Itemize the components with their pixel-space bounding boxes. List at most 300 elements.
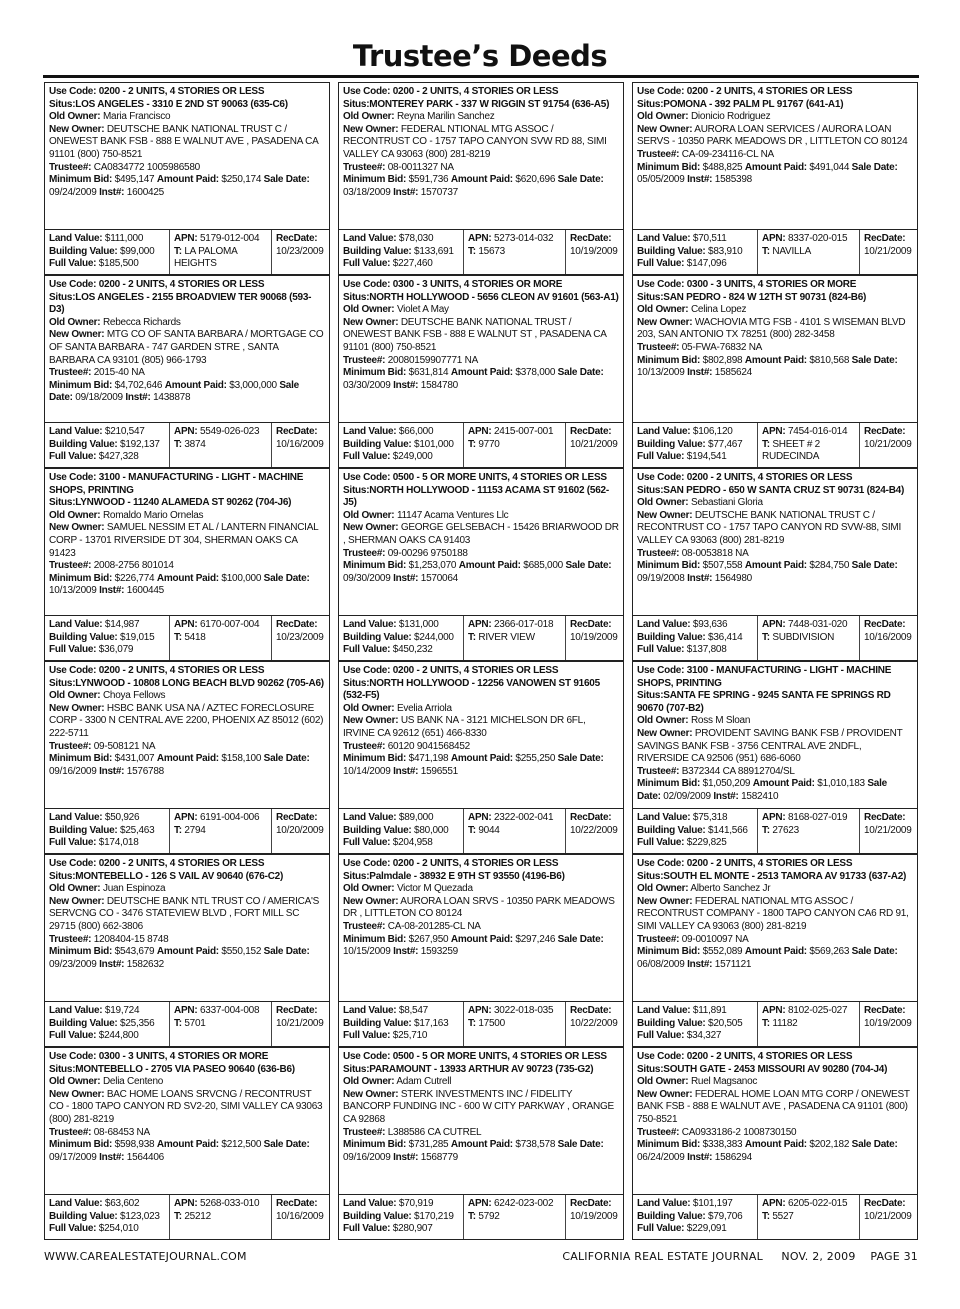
apn: APN: 8168-027-019 [762,812,848,823]
new-owner: New Owner: FEDERAL HOME LOAN MTG CORP / ONEWEST BANK FSB - 888 E WALNUT AVE , PASADENA CA 91101 (800) 750-8521 [637,1088,910,1125]
old-owner: Old Owner: Juan Espinoza [49,883,166,895]
apn: APN: 2366-017-018 [468,619,554,630]
new-owner: New Owner: DEUTSCHE BANK NATIONAL TRUST C / RECONTRUST CO - 1757 TAPO CANYON RD SVW-88, SIMI VALLEY CA 93063 (800) 281-8219 [637,509,901,546]
new-owner: New Owner: AURORA LOAN SERVICES / AURORA LOAN SERVS - 10350 PARK MEADOWS DR , LITTLETON CO 80124 [637,123,908,148]
rec-date: 10/21/2009 [864,824,912,836]
deed-details [338,1047,624,1195]
trustee-number: Trustee#: 2008-2756 801014 [49,560,174,572]
land-value: Land Value: $75,318 [637,812,728,823]
apn-cell [169,1195,271,1239]
rec-date-cell [859,809,917,853]
building-value: Building Value: $79,706 [637,1210,743,1222]
situs: Situs:LOS ANGELES - 2155 BROADVIEW TER 90068 (593-D3) [49,291,312,316]
situs: Situs:SOUTH GATE - 2453 MISSOURI AV 90280 (704-J4) [637,1063,888,1075]
situs: Situs:SANTA FE SPRING - 9245 SANTA FE SPRINGS RD 90670 (707-B2) [637,690,891,714]
apn: APN: 6205-022-015 [762,1198,848,1209]
new-owner: New Owner: PROVIDENT SAVING BANK FSB / PROVIDENT SAVINGS BANK FSB - 3756 CENTRAL AVE 2NDFL, RIVERSIDE CA 92506 (951) 686-6060 [637,727,903,765]
rec-date-cell [565,230,623,274]
tract: T: 5792 [468,1210,500,1222]
apn-cell [757,616,859,660]
rec-date: 10/21/2009 [864,438,912,450]
tract: T: 5701 [174,1017,206,1029]
rec-date-label: RecDate: [570,1005,612,1016]
values-cell [633,230,757,274]
rec-date: 10/21/2009 [276,1017,324,1029]
apn-cell [169,809,271,853]
full-value: Full Value: $137,808 [637,644,727,656]
situs: Situs:NORTH HOLLYWOOD - 12256 VANOWEN ST 91605 (532-F5) [343,677,600,702]
rec-date-label: RecDate: [570,1198,612,1209]
deed-values [632,809,918,854]
tract: T: 9770 [468,438,500,450]
rec-date: 10/19/2009 [570,631,618,643]
old-owner: Old Owner: Adam Cutrell [343,1076,452,1088]
sale-info: Minimum Bid: $543,679 Amount Paid: $550,152 Sale Date: 09/23/2009 Inst#: 1582632 [49,946,310,970]
apn-cell [169,423,271,467]
use-code: Use Code: 0200 - 2 UNITS, 4 STORIES OR LESS [637,472,853,483]
apn-cell [169,1002,271,1046]
deed-values [338,230,624,275]
land-value: Land Value: $50,926 [49,812,140,823]
rec-date: 10/20/2009 [276,824,324,836]
new-owner: New Owner: DEUTSCHE BANK NTL TRUST CO / AMERICA'S SERVCNG CO - 3476 STATEVIEW BLVD , FORT MILL SC 29715 (800) 662-3806 [49,895,320,932]
trustee-number: Trustee#: 09-0010097 NA [637,933,749,945]
tract: T: 3874 [174,438,206,450]
trustee-number: Trustee#: 05-FWA-76832 NA [637,341,763,353]
trustee-number: Trustee#: B372344 CA 88912704/SL [637,765,795,777]
deed-record [338,661,624,854]
old-owner: Old Owner: Celina Lopez [637,304,747,316]
column-2 [338,82,624,1240]
deed-record [632,468,918,661]
deed-values [44,616,330,661]
land-value: Land Value: $70,511 [637,233,727,244]
use-code: Use Code: 0200 - 2 UNITS, 4 STORIES OR LESS [637,86,853,97]
building-value: Building Value: $101,000 [343,438,454,450]
sale-info: Minimum Bid: $1,253,070 Amount Paid: $685,000 Sale Date: 09/30/2009 Inst#: 1570064 [343,560,612,584]
old-owner: Old Owner: Choya Fellows [49,690,166,702]
trustee-number: Trustee#: CA0933186-2 1008730150 [637,1126,797,1138]
deed-record [44,661,330,854]
footer-publication: CALIFORNIA REAL ESTATE JOURNAL NOV. 2, 2009 PAGE 31 [562,1250,918,1263]
deed-details [632,468,918,616]
apn: APN: 3022-018-035 [468,1005,554,1016]
sale-info: Minimum Bid: $4,702,646 Amount Paid: $3,000,000 Sale Date: 09/18/2009 Inst#: 1438878 [49,379,299,404]
apn-cell [169,616,271,660]
use-code: Use Code: 0200 - 2 UNITS, 4 STORIES OR LESS [49,86,265,97]
apn: APN: 6337-004-008 [174,1005,260,1016]
values-cell [45,423,169,467]
trustee-number: Trustee#: CA-09-234116-CL NA [637,148,774,160]
deed-record [338,82,624,275]
column-1 [44,82,330,1240]
trustee-number: Trustee#: 60120 9041568452 [343,740,470,752]
values-cell [339,616,463,660]
use-code: Use Code: 0200 - 2 UNITS, 4 STORIES OR LESS [49,665,265,676]
new-owner: New Owner: US BANK NA - 3121 MICHELSON DR 6FL, IRVINE CA 92612 (651) 466-8330 [343,715,586,739]
land-value: Land Value: $131,000 [343,619,439,630]
apn: APN: 8337-020-015 [762,233,848,244]
rec-date: 10/21/2009 [864,245,912,257]
new-owner: New Owner: FEDERAL NTIONAL MTG ASSOC / RECONTRUST CO - 1757 TAPO CANYON SVW RD 88, SIMI VALLEY CA 93063 (800) 281-8219 [343,123,607,160]
land-value: Land Value: $210,547 [49,426,145,437]
values-cell [339,809,463,853]
rec-date-cell [565,423,623,467]
building-value: Building Value: $25,463 [49,824,155,836]
deed-values [338,616,624,661]
use-code: Use Code: 0200 - 2 UNITS, 4 STORIES OR LESS [637,1051,853,1062]
old-owner: Old Owner: Sebastiani Gloria [637,497,763,509]
deed-details [632,1047,918,1195]
sale-info: Minimum Bid: $507,558 Amount Paid: $284,750 Sale Date: 09/19/2008 Inst#: 1564980 [637,560,898,584]
apn: APN: 6191-004-006 [174,812,260,823]
tract: T: 17500 [468,1017,505,1029]
rec-date-label: RecDate: [864,426,906,437]
deed-details [338,661,624,809]
use-code: Use Code: 0300 - 3 UNITS, 4 STORIES OR MORE [637,279,857,290]
situs: Situs:SAN PEDRO - 650 W SANTA CRUZ ST 90731 (824-B4) [637,484,905,496]
deed-record [338,275,624,468]
apn-cell [463,809,565,853]
full-value: Full Value: $229,091 [637,1223,727,1235]
land-value: Land Value: $89,000 [343,812,434,823]
deed-values [44,1195,330,1240]
old-owner: Old Owner: Evelia Arriola [343,702,452,714]
building-value: Building Value: $141,566 [637,824,748,836]
sale-info: Minimum Bid: $431,007 Amount Paid: $158,100 Sale Date: 09/16/2009 Inst#: 1576788 [49,753,310,777]
apn: APN: 6170-007-004 [174,619,260,630]
apn-cell [757,809,859,853]
rec-date-label: RecDate: [570,233,612,244]
use-code: Use Code: 3100 - MANUFACTURING - LIGHT - MACHINE SHOPS, PRINTING [49,472,304,496]
sale-info: Minimum Bid: $552,089 Amount Paid: $569,263 Sale Date: 06/08/2009 Inst#: 1571121 [637,946,898,970]
situs: Situs:Palmdale - 38932 E 9TH ST 93550 (4196-B6) [343,870,565,882]
building-value: Building Value: $133,691 [343,245,454,257]
tract: T: 2794 [174,824,206,836]
land-value: Land Value: $14,987 [49,619,140,630]
sale-info: Minimum Bid: $731,285 Amount Paid: $738,578 Sale Date: 09/16/2009 Inst#: 1568779 [343,1139,604,1163]
new-owner: New Owner: DEUTSCHE BANK NATIONAL TRUST / ONEWEST BANK FSB - 888 E WALNUT ST , PASADENA CA 91101 (800) 750-8521 [343,316,607,353]
rec-date-cell [859,423,917,467]
rec-date: 10/16/2009 [276,1210,324,1222]
rec-date-cell [859,616,917,660]
apn-cell [757,423,859,467]
land-value: Land Value: $111,000 [49,233,144,244]
tract: T: 11182 [762,1017,798,1029]
rec-date-cell [565,1002,623,1046]
new-owner: New Owner: GEORGE GELSEBACH - 15426 BRIARWOOD DR , SHERMAN OAKS CA 91403 [343,522,619,546]
land-value: Land Value: $19,724 [49,1005,140,1016]
deed-record [44,468,330,661]
new-owner: New Owner: DEUTSCHE BANK NATIONAL TRUST C / ONEWEST BANK FSB - 888 E WALNUT AVE , PASADENA CA 91101 (800) 750-8521 [49,123,318,160]
trustee-number: Trustee#: L388586 CA CUTREL [343,1126,482,1138]
full-value: Full Value: $249,000 [343,451,433,463]
rec-date: 10/16/2009 [276,438,324,450]
deed-values [632,423,918,468]
sale-info: Minimum Bid: $226,774 Amount Paid: $100,000 Sale Date: 10/13/2009 Inst#: 1600445 [49,572,310,597]
land-value: Land Value: $66,000 [343,426,434,437]
sale-info: Minimum Bid: $338,383 Amount Paid: $202,182 Sale Date: 06/24/2009 Inst#: 1586294 [637,1139,898,1163]
deed-details [44,468,330,616]
building-value: Building Value: $244,000 [343,631,454,643]
rec-date: 10/21/2009 [864,1210,912,1222]
full-value: Full Value: $254,010 [49,1223,139,1235]
rec-date-cell [271,809,329,853]
building-value: Building Value: $99,000 [49,245,155,257]
full-value: Full Value: $280,907 [343,1223,433,1235]
use-code: Use Code: 0200 - 2 UNITS, 4 STORIES OR LESS [49,279,265,290]
values-cell [633,616,757,660]
apn: APN: 2415-007-001 [468,426,554,437]
sale-info: Minimum Bid: $495,147 Amount Paid: $250,174 Sale Date: 09/24/2009 Inst#: 1600425 [49,174,310,198]
apn-cell [169,230,271,274]
new-owner: New Owner: SAMUEL NESSIM ET AL / LANTERN FINANCIAL CORP - 13701 RIVERSIDE DT 304, SHERMAN OAKS CA 91423 [49,522,319,559]
deed-details [632,82,918,230]
rec-date-label: RecDate: [570,619,612,630]
rec-date-cell [565,809,623,853]
tract: T: 25212 [174,1210,211,1222]
situs: Situs:PARAMOUNT - 13933 ARTHUR AV 90723 (735-G2) [343,1063,594,1075]
building-value: Building Value: $83,910 [637,245,743,257]
full-value: Full Value: $450,232 [343,644,433,656]
rec-date: 10/19/2009 [570,245,618,257]
situs: Situs:LYNWOOD - 11240 ALAMEDA ST 90262 (704-J6) [49,497,292,509]
trustee-number: Trustee#: 08-0011327 NA [343,161,454,173]
rec-date-cell [271,1195,329,1239]
rec-date-cell [271,423,329,467]
values-cell [339,230,463,274]
apn-cell [757,1002,859,1046]
sale-info: Minimum Bid: $591,736 Amount Paid: $620,696 Sale Date: 03/18/2009 Inst#: 1570737 [343,174,604,198]
title-rule [43,75,919,78]
new-owner: New Owner: AURORA LOAN SRVS - 10350 PARK MEADOWS DR , LITTLETON CO 80124 [343,895,615,920]
situs: Situs:MONTEBELLO - 126 S VAIL AV 90640 (676-C2) [49,870,284,882]
full-value: Full Value: $174,018 [49,837,139,849]
values-cell [633,809,757,853]
full-value: Full Value: $147,096 [637,258,727,270]
deed-values [632,1195,918,1240]
tract: T: 27623 [762,824,799,836]
apn: APN: 5273-014-032 [468,233,554,244]
values-cell [45,1195,169,1239]
rec-date-cell [859,1195,917,1239]
apn: APN: 2322-002-041 [468,812,554,823]
rec-date-cell [859,1002,917,1046]
deed-values [338,1195,624,1240]
use-code: Use Code: 0300 - 3 UNITS, 4 STORIES OR MORE [49,1051,269,1062]
trustee-number: Trustee#: CA-08-201285-CL NA [343,920,481,932]
values-cell [45,809,169,853]
use-code: Use Code: 0500 - 5 OR MORE UNITS, 4 STORIES OR LESS [343,1051,607,1062]
deed-record [44,275,330,468]
trustee-number: Trustee#: 09-508121 NA [49,740,156,752]
values-cell [45,230,169,274]
situs: Situs:LYNWOOD - 10808 LONG BEACH BLVD 90262 (705-A6) [49,677,324,689]
building-value: Building Value: $36,414 [637,631,743,643]
deed-details [632,854,918,1002]
rec-date: 10/21/2009 [570,438,618,450]
use-code: Use Code: 0200 - 2 UNITS, 4 STORIES OR LESS [343,86,559,97]
old-owner: Old Owner: Rebecca Richards [49,316,181,328]
tract: T: SUBDIVISION [762,631,835,643]
apn: APN: 5268-033-010 [174,1198,260,1209]
deed-details [44,82,330,230]
rec-date: 10/19/2009 [570,1210,618,1222]
rec-date-cell [565,1195,623,1239]
trustee-number: Trustee#: 08-68453 NA [49,1126,150,1138]
use-code: Use Code: 3100 - MANUFACTURING - LIGHT - MACHINE SHOPS, PRINTING [637,665,892,689]
deed-details [44,854,330,1002]
apn: APN: 5179-012-004 [174,233,260,244]
deed-record [44,1047,330,1240]
old-owner: Old Owner: 11147 Acama Ventures Llc [343,509,509,521]
situs: Situs:NORTH HOLLYWOOD - 11153 ACAMA ST 91602 (562-J5) [343,484,609,509]
land-value: Land Value: $101,197 [637,1198,733,1209]
old-owner: Old Owner: Ruel Magsanoc [637,1076,758,1088]
trustee-number: Trustee#: 09-00296 9750188 [343,547,468,559]
use-code: Use Code: 0500 - 5 OR MORE UNITS, 4 STORIES OR LESS [343,472,607,483]
land-value: Land Value: $11,891 [637,1005,727,1016]
old-owner: Old Owner: Dionicio Rodriguez [637,111,771,123]
rec-date-label: RecDate: [864,1005,906,1016]
apn: APN: 5549-026-023 [174,426,260,437]
old-owner: Old Owner: Delia Centeno [49,1076,164,1088]
deed-details [338,82,624,230]
deed-values [632,1002,918,1047]
deed-values [44,809,330,854]
values-cell [339,1002,463,1046]
apn-cell [463,230,565,274]
deed-record [338,854,624,1047]
deed-record [632,661,918,854]
deed-values [44,423,330,468]
deed-values [44,1002,330,1047]
full-value: Full Value: $194,541 [637,451,727,463]
rec-date-label: RecDate: [276,812,318,823]
land-value: Land Value: $93,636 [637,619,728,630]
rec-date-label: RecDate: [276,233,318,244]
use-code: Use Code: 0200 - 2 UNITS, 4 STORIES OR LESS [637,858,853,869]
rec-date-label: RecDate: [864,233,906,244]
use-code: Use Code: 0200 - 2 UNITS, 4 STORIES OR LESS [343,665,559,676]
situs: Situs:LOS ANGELES - 3310 E 2ND ST 90063 (635-C6) [49,98,288,110]
building-value: Building Value: $123,023 [49,1210,160,1222]
rec-date-label: RecDate: [570,812,612,823]
full-value: Full Value: $25,710 [343,1030,428,1042]
use-code: Use Code: 0300 - 3 UNITS, 4 STORIES OR MORE [343,279,563,290]
tract: T: RIVER VIEW [468,631,535,643]
values-cell [45,1002,169,1046]
situs: Situs:MONTEREY PARK - 337 W RIGGIN ST 91754 (636-A5) [343,98,610,110]
values-cell [633,1195,757,1239]
new-owner: New Owner: BAC HOME LOANS SRVCNG / RECONTRUST CO - 1800 TAPO CANYON RD SV2-20, SIMI VALLEY CA 93063 (800) 281-8219 [49,1088,323,1125]
full-value: Full Value: $227,460 [343,258,433,270]
situs: Situs:SAN PEDRO - 824 W 12TH ST 90731 (824-B6) [637,291,867,303]
rec-date-label: RecDate: [864,1198,906,1209]
full-value: Full Value: $427,328 [49,451,139,463]
deed-record [632,275,918,468]
tract: T: 5418 [174,631,206,643]
rec-date: 10/22/2009 [570,1017,618,1029]
situs: Situs:NORTH HOLLYWOOD - 5656 CLEON AV 91601 (563-A1) [343,291,619,303]
values-cell [45,616,169,660]
column-3 [632,82,918,1240]
sale-info: Minimum Bid: $802,898 Amount Paid: $810,568 Sale Date: 10/13/2009 Inst#: 1585624 [637,354,898,379]
land-value: Land Value: $8,547 [343,1005,428,1016]
deed-record [338,468,624,661]
apn: APN: 7448-031-020 [762,619,848,630]
trustee-number: Trustee#: 08-0053818 NA [637,547,749,559]
apn-cell [757,230,859,274]
deed-details [632,661,918,809]
deed-details [338,275,624,423]
rec-date-cell [565,616,623,660]
rec-date-label: RecDate: [570,426,612,437]
rec-date-label: RecDate: [864,619,906,630]
building-value: Building Value: $170,219 [343,1210,454,1222]
situs: Situs:POMONA - 392 PALM PL 91767 (641-A1) [637,98,844,110]
values-cell [339,1195,463,1239]
building-value: Building Value: $25,356 [49,1017,155,1029]
old-owner: Old Owner: Alberto Sanchez Jr [637,883,771,895]
deed-values [632,616,918,661]
full-value: Full Value: $185,500 [49,258,139,270]
old-owner: Old Owner: Romaldo Mario Ornelas [49,509,204,521]
apn-cell [757,1195,859,1239]
deed-details [632,275,918,423]
rec-date-label: RecDate: [276,426,318,437]
deed-record [44,82,330,275]
deeds-grid [44,82,918,1240]
values-cell [339,423,463,467]
trustee-number: Trustee#: 20080159907771 NA [343,354,479,366]
land-value: Land Value: $70,919 [343,1198,434,1209]
building-value: Building Value: $17,163 [343,1017,449,1029]
new-owner: New Owner: STERK INVESTMENTS INC / FIDELITY BANCORP FUNDING INC - 600 W CITY PARKWAY , ORANGE CA 92868 [343,1088,614,1125]
tract: T: 5527 [762,1210,794,1222]
situs: Situs:SOUTH EL MONTE - 2513 TAMORA AV 91733 (637-A2) [637,870,907,882]
deed-record [632,1047,918,1240]
land-value: Land Value: $78,030 [343,233,434,244]
deed-values [44,230,330,275]
sale-info: Minimum Bid: $1,050,209 Amount Paid: $1,010,183 Sale Date: 02/09/2009 Inst#: 1582410 [637,778,887,802]
apn-cell [463,423,565,467]
tract: T: LA PALOMA HEIGHTS [174,245,237,270]
trustee-number: Trustee#: 1208404-15 8748 [49,933,169,945]
trustee-number: Trustee#: 2015-40 NA [49,367,145,379]
rec-date: 10/16/2009 [864,631,912,643]
rec-date-cell [859,230,917,274]
deed-details [44,661,330,809]
tract: T: SHEET # 2 RUDECINDA [762,438,820,463]
deed-record [632,854,918,1047]
full-value: Full Value: $244,800 [49,1030,139,1042]
deed-record [338,1047,624,1240]
deed-details [44,275,330,423]
sale-info: Minimum Bid: $631,814 Amount Paid: $378,000 Sale Date: 03/30/2009 Inst#: 1584780 [343,367,604,391]
new-owner: New Owner: MTG CO OF SANTA BARBARA / MORTGAGE CO OF SANTA BARBARA - 747 GARDEN STRE , SANTA BARBARA CA 93101 (805) 966-1793 [49,329,324,366]
deed-details [44,1047,330,1195]
rec-date-label: RecDate: [864,812,906,823]
building-value: Building Value: $19,015 [49,631,155,643]
page-title: Trustee’s Deeds [352,39,608,73]
sale-info: Minimum Bid: $598,938 Amount Paid: $212,500 Sale Date: 09/17/2009 Inst#: 1564406 [49,1139,310,1163]
use-code: Use Code: 0200 - 2 UNITS, 4 STORIES OR LESS [49,858,265,869]
rec-date: 10/23/2009 [276,245,324,257]
deed-values [338,1002,624,1047]
old-owner: Old Owner: Victor M Quezada [343,883,473,895]
old-owner: Old Owner: Reyna Marilin Sanchez [343,111,495,123]
